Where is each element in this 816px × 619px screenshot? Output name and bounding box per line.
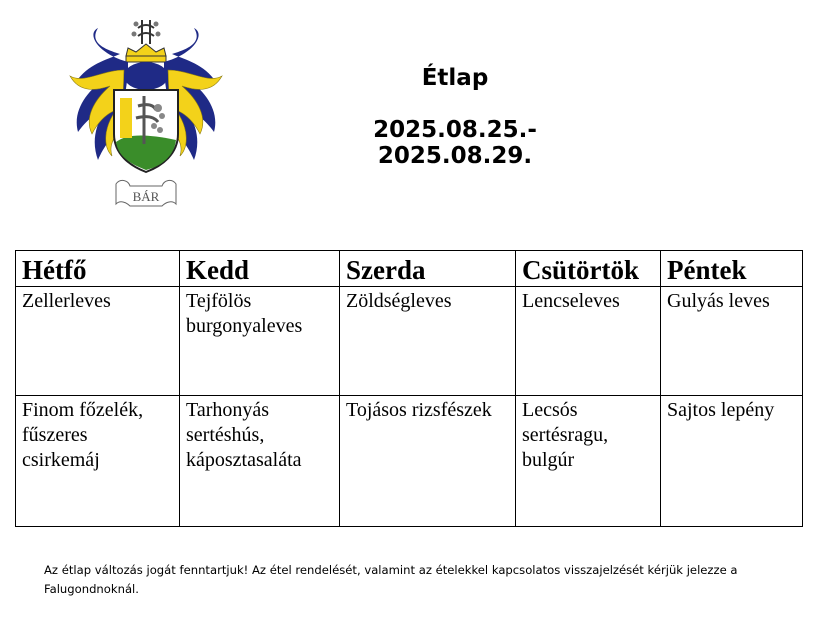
menu-cell: Zellerleves — [16, 287, 180, 396]
menu-cell: Tejfölös burgonyaleves — [180, 287, 340, 396]
soup-row — [16, 287, 803, 396]
page-title: Étlap — [421, 65, 489, 91]
coat-of-arms-icon — [58, 14, 234, 214]
menu-cell: Gulyás leves — [661, 287, 803, 396]
coat-of-arms-logo — [58, 14, 234, 214]
footer-note: Az étlap változás jogát fenntartjuk! Az étel rendelését, valamint az ételekkel kapcsolatos visszajelzését kérjük jelezze a Falugondnoknál. — [44, 563, 738, 596]
weekly-menu-table — [15, 250, 803, 527]
menu-cell: Finom főzelék, fűszeres csirkemáj — [16, 396, 180, 527]
crown-icon — [126, 20, 166, 62]
menu-cell: Lecsós sertésragu, bulgúr — [516, 396, 661, 527]
day-header-monday: Hétfő — [16, 251, 180, 287]
main-course-row — [16, 396, 803, 527]
menu-cell: Sajtos lepény — [661, 396, 803, 527]
day-header-friday: Péntek — [661, 251, 803, 287]
day-header-thursday: Csütörtök — [516, 251, 661, 287]
day-header-tuesday: Kedd — [180, 251, 340, 287]
menu-cell: Tojásos rizsfészek — [340, 396, 516, 527]
crest-label: BÁR — [132, 189, 160, 204]
menu-cell: Zöldségleves — [340, 287, 516, 396]
menu-cell: Tarhonyás sertéshús, káposztasaláta — [180, 396, 340, 527]
day-header-row — [16, 251, 803, 287]
date-range: 2025.08.25.- 2025.08.29. — [373, 117, 537, 169]
day-header-wednesday: Szerda — [340, 251, 516, 287]
menu-cell: Lencseleves — [516, 287, 661, 396]
